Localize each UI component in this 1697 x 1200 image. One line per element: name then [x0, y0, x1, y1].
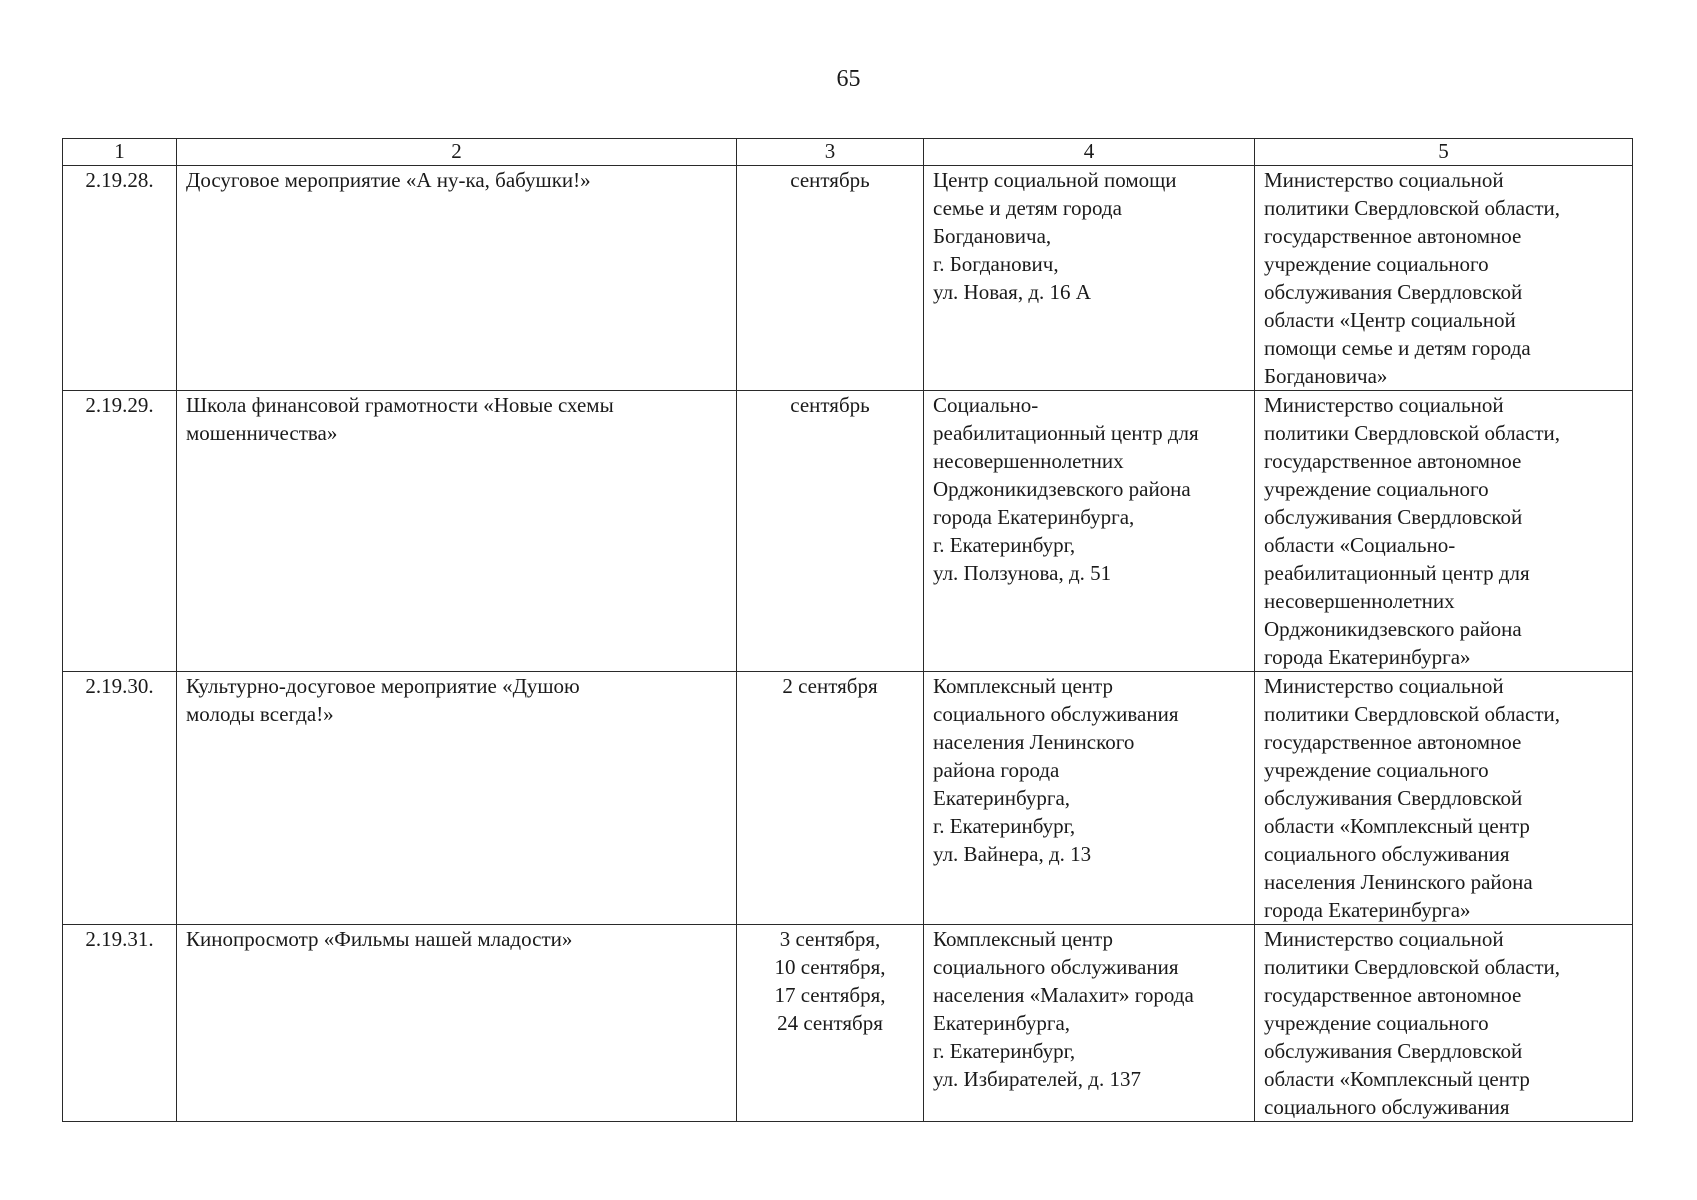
date-cell	[737, 925, 924, 1122]
column-header: 4	[924, 139, 1255, 166]
organizer-line: несовершеннолетних	[1264, 589, 1455, 613]
page-number: 65	[836, 66, 861, 92]
organizer-line: населения Ленинского района	[1264, 870, 1533, 894]
venue-line: г. Екатеринбург,	[933, 1039, 1076, 1063]
organizer-line: обслуживания Свердловской	[1264, 786, 1523, 810]
venue-cell	[924, 391, 1255, 672]
date-line: сентябрь	[790, 393, 870, 417]
venue-line: населения Ленинского	[933, 730, 1135, 754]
venue-line: социального обслуживания	[933, 702, 1179, 726]
table-row	[63, 391, 1633, 672]
venue-line: Орджоникидзевского района	[933, 477, 1191, 501]
organizer-line: государственное автономное	[1264, 224, 1522, 248]
venue-line: Екатеринбурга,	[933, 786, 1071, 810]
date-cell	[737, 166, 924, 391]
venue-cell	[924, 925, 1255, 1122]
organizer-line: социального обслуживания	[1264, 1095, 1510, 1119]
date-cell	[737, 391, 924, 672]
organizer-line: обслуживания Свердловской	[1264, 1039, 1523, 1063]
event-name-cell	[177, 925, 737, 1122]
venue-line: Богдановича,	[933, 224, 1052, 248]
date-line: 24 сентября	[777, 1011, 883, 1035]
date-cell	[737, 672, 924, 925]
venue-line: района города	[933, 758, 1060, 782]
venue-line: Центр социальной помощи	[933, 168, 1177, 192]
table-row	[63, 925, 1633, 1122]
organizer-line: государственное автономное	[1264, 730, 1522, 754]
organizer-line: города Екатеринбурга»	[1264, 645, 1471, 669]
date-line: 17 сентября,	[774, 983, 886, 1007]
date-line: сентябрь	[790, 168, 870, 192]
venue-line: города Екатеринбурга,	[933, 505, 1135, 529]
organizer-line: Министерство социальной	[1264, 393, 1504, 417]
organizer-cell	[1255, 391, 1633, 672]
event-name-line: молоды всегда!»	[186, 702, 334, 726]
venue-cell	[924, 672, 1255, 925]
venue-line: несовершеннолетних	[933, 449, 1124, 473]
organizer-line: Министерство социальной	[1264, 927, 1504, 951]
venue-line: Комплексный центр	[933, 927, 1113, 951]
organizer-line: области «Комплексный центр	[1264, 814, 1530, 838]
organizer-line: области «Центр социальной	[1264, 308, 1516, 332]
event-name-line: Культурно-досуговое мероприятие «Душою	[186, 674, 580, 698]
venue-line: населения «Малахит» города	[933, 983, 1194, 1007]
organizer-line: политики Свердловской области,	[1264, 702, 1560, 726]
organizer-line: обслуживания Свердловской	[1264, 505, 1523, 529]
venue-line: Социально-	[933, 393, 1039, 417]
organizer-line: Министерство социальной	[1264, 168, 1504, 192]
venue-line: г. Екатеринбург,	[933, 814, 1076, 838]
organizer-line: Богдановича»	[1264, 364, 1388, 388]
venue-line: ул. Новая, д. 16 А	[933, 280, 1091, 304]
venue-line: ул. Ползунова, д. 51	[933, 561, 1112, 585]
organizer-line: учреждение социального	[1264, 1011, 1489, 1035]
organizer-line: политики Свердловской области,	[1264, 955, 1560, 979]
item-number: 2.19.28.	[63, 166, 177, 391]
organizer-cell	[1255, 672, 1633, 925]
organizer-line: области «Социально-	[1264, 533, 1456, 557]
venue-line: г. Богданович,	[933, 252, 1059, 276]
item-number: 2.19.31.	[63, 925, 177, 1122]
event-name-line: мошенничества»	[186, 421, 338, 445]
table-row	[63, 672, 1633, 925]
table-header-row	[63, 139, 1633, 166]
date-line: 2 сентября	[782, 674, 878, 698]
organizer-cell	[1255, 166, 1633, 391]
organizer-line: государственное автономное	[1264, 449, 1522, 473]
date-line: 3 сентября,	[779, 927, 881, 951]
event-name-cell	[177, 166, 737, 391]
event-name-cell	[177, 391, 737, 672]
organizer-line: государственное автономное	[1264, 983, 1522, 1007]
organizer-line: города Екатеринбурга»	[1264, 898, 1471, 922]
organizer-cell	[1255, 925, 1633, 1122]
venue-line: Комплексный центр	[933, 674, 1113, 698]
event-name-cell	[177, 672, 737, 925]
organizer-line: Орджоникидзевского района	[1264, 617, 1522, 641]
venue-line: социального обслуживания	[933, 955, 1179, 979]
column-header: 5	[1255, 139, 1633, 166]
venue-line: Екатеринбурга,	[933, 1011, 1071, 1035]
organizer-line: политики Свердловской области,	[1264, 196, 1560, 220]
date-line: 10 сентября,	[774, 955, 886, 979]
column-header: 3	[737, 139, 924, 166]
organizer-line: помощи семье и детям города	[1264, 336, 1531, 360]
organizer-line: учреждение социального	[1264, 252, 1489, 276]
event-name-line: Досуговое мероприятие «А ну-ка, бабушки!»	[186, 168, 591, 192]
organizer-line: обслуживания Свердловской	[1264, 280, 1523, 304]
events-table	[62, 138, 1633, 1122]
organizer-line: Министерство социальной	[1264, 674, 1504, 698]
organizer-line: области «Комплексный центр	[1264, 1067, 1530, 1091]
venue-line: реабилитационный центр для	[933, 421, 1199, 445]
organizer-line: реабилитационный центр для	[1264, 561, 1530, 585]
venue-line: ул. Избирателей, д. 137	[933, 1067, 1141, 1091]
venue-line: ул. Вайнера, д. 13	[933, 842, 1092, 866]
organizer-line: политики Свердловской области,	[1264, 421, 1560, 445]
venue-line: г. Екатеринбург,	[933, 533, 1076, 557]
table-row	[63, 166, 1633, 391]
column-header: 2	[177, 139, 737, 166]
venue-cell	[924, 166, 1255, 391]
item-number: 2.19.30.	[63, 672, 177, 925]
venue-line: семье и детям города	[933, 196, 1122, 220]
event-name-line: Школа финансовой грамотности «Новые схемы	[186, 393, 614, 417]
event-name-line: Кинопросмотр «Фильмы нашей младости»	[186, 927, 573, 951]
column-header: 1	[63, 139, 177, 166]
organizer-line: учреждение социального	[1264, 758, 1489, 782]
item-number: 2.19.29.	[63, 391, 177, 672]
organizer-line: учреждение социального	[1264, 477, 1489, 501]
organizer-line: социального обслуживания	[1264, 842, 1510, 866]
